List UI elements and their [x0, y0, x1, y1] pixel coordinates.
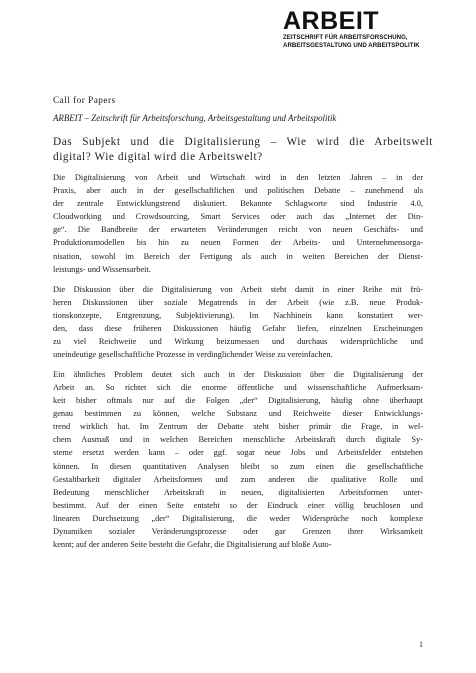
paragraph-line: keit bisher oftmals nur auf die Folgen „der“ Digitalisierung, häufig ohne überhaupt: [53, 396, 423, 406]
paragraph-line: Die Digitalisierung von Arbeit und Wirtschaft wird in den letzten Jahren – in der: [53, 173, 423, 182]
body-text: [53, 171, 423, 558]
paragraph-line: kennt; auf der anderen Seite besteht die Gefahr, die Digitalisierung auf bloße Auto-: [53, 540, 332, 550]
paragraph-line: trend wirklich hat. Im Zentrum der Debatte steht bisher primär die Frage, in wel-: [53, 422, 423, 432]
logo-wordmark: ARBEIT: [283, 7, 380, 35]
paragraph: [53, 171, 423, 276]
paragraph: [53, 368, 423, 551]
call-for-papers-heading: Call for Papers: [53, 95, 116, 105]
paragraph-line: können. In diesen quantitativen Analysen bleibt so zum einen die gesellschaftliche: [53, 461, 423, 471]
paragraph-line: steme ersetzt werden kann – oder ggf. sogar neue Jobs und Arbeitsfelder entstehen: [53, 448, 423, 458]
paragraph-line: der zentrale Entwicklungstrend diskutiert. Bekannte Schlagworte sind Industrie 4.0,: [53, 199, 423, 209]
paragraph: [53, 283, 423, 362]
title-line: Das Subjekt und die Digitalisierung – Wie wird die Arbeitswelt: [53, 136, 433, 148]
paragraph-line: genau bestimmen zu können, welche Substanz und Reichweite dieser Entwicklungs-: [53, 409, 423, 419]
document-title: [53, 135, 433, 164]
paragraph-line: chem Ausmaß und in welchen Bereichen menschliche Arbeitskraft durch digitale Sy-: [53, 435, 423, 445]
paragraph-line: ge“. Die Bandbreite der erwarteten Veränderungen reicht von neuen Geschäfts- und: [53, 225, 423, 235]
paragraph-line: den, dass diese früheren Diskussionen häufig Gefahr liefen, einzelnen Erscheinungen: [53, 323, 423, 333]
journal-logo: [283, 8, 463, 50]
paragraph-line: Ein ähnliches Problem deutet sich auch in der Diskussion über die Digitalisierung der: [53, 369, 423, 379]
paragraph-line: Cloudworking und Crowdsourcing, Smart Services oder auch das „Internet der Din-: [53, 212, 423, 222]
paragraph-line: Gestaltbarkeit digitaler Arbeitsformen und zum anderen die qualitative Rolle und: [53, 474, 423, 484]
paragraph-line: Produktionsmodellen bis hin zu neuen Formen der Arbeits- und Unternehmensorga-: [53, 238, 423, 248]
paragraph-line: tionskonzepte, Entgrenzung, Subjektivierung). Im Nachhinein kann konstatiert wer-: [53, 310, 423, 320]
paragraph-line: Die Diskussion über die Digitalisierung von Arbeit steht damit in einer Reihe mit frü-: [53, 284, 423, 294]
logo-subtitle-line2: ARBEITSGESTALTUNG UND ARBEITSPOLITIK: [283, 42, 420, 49]
paragraph-line: bestimmt. Auf der einen Seite entsteht so der Eindruck einer völlig bruchlosen und: [53, 500, 423, 510]
journal-name-line: ARBEIT – Zeitschrift für Arbeitsforschung, Arbeitsgestaltung und Arbeitspolitik: [53, 113, 337, 123]
logo-subtitle-line1: ZEITSCHRIFT FÜR ARBEITSFORSCHUNG,: [283, 34, 408, 41]
title-line: digital? Wie digital wird die Arbeitswelt?: [53, 150, 263, 163]
page-number: 1: [419, 640, 423, 649]
paragraph-line: Dynamiken sozialer Veränderungsprozesse oder gar Grenzen ihrer Wirksamkeit: [53, 527, 423, 537]
paragraph-line: nisation, sowohl im Bereich der Fertigung als auch in weiten Bereichen der Dienst-: [53, 251, 423, 261]
paragraph-line: Praxis, aber auch in der gesellschaftlichen und politischen Debatte – zunehmend als: [53, 186, 423, 196]
paragraph-line: uneindeutige gesellschaftliche Prozesse in verdinglichender Weise zu vereinfachen.: [53, 350, 333, 360]
paragraph-line: Arbeit an. So richtet sich die enorme öffentliche und wissenschaftliche Aufmerksam-: [53, 383, 423, 392]
paragraph-line: heren Diskussionen über soziale Megatrends in der Arbeit (wie z.B. neue Produk-: [53, 297, 423, 307]
paragraph-line: linearen Durchsetzung „der“ Digitalisierung, die weder Widersprüche noch komplexe: [53, 513, 423, 523]
paragraph-line: zu viel Reichweite und Wirkung beizumessen und durchaus widersprüchliche und: [53, 336, 423, 346]
paragraph-line: leistungs- und Wissensarbeit.: [53, 264, 151, 274]
paragraph-line: Bedeutung menschlicher Arbeitskraft in neuen, digitalisierten Arbeitsformen unter-: [53, 487, 423, 497]
